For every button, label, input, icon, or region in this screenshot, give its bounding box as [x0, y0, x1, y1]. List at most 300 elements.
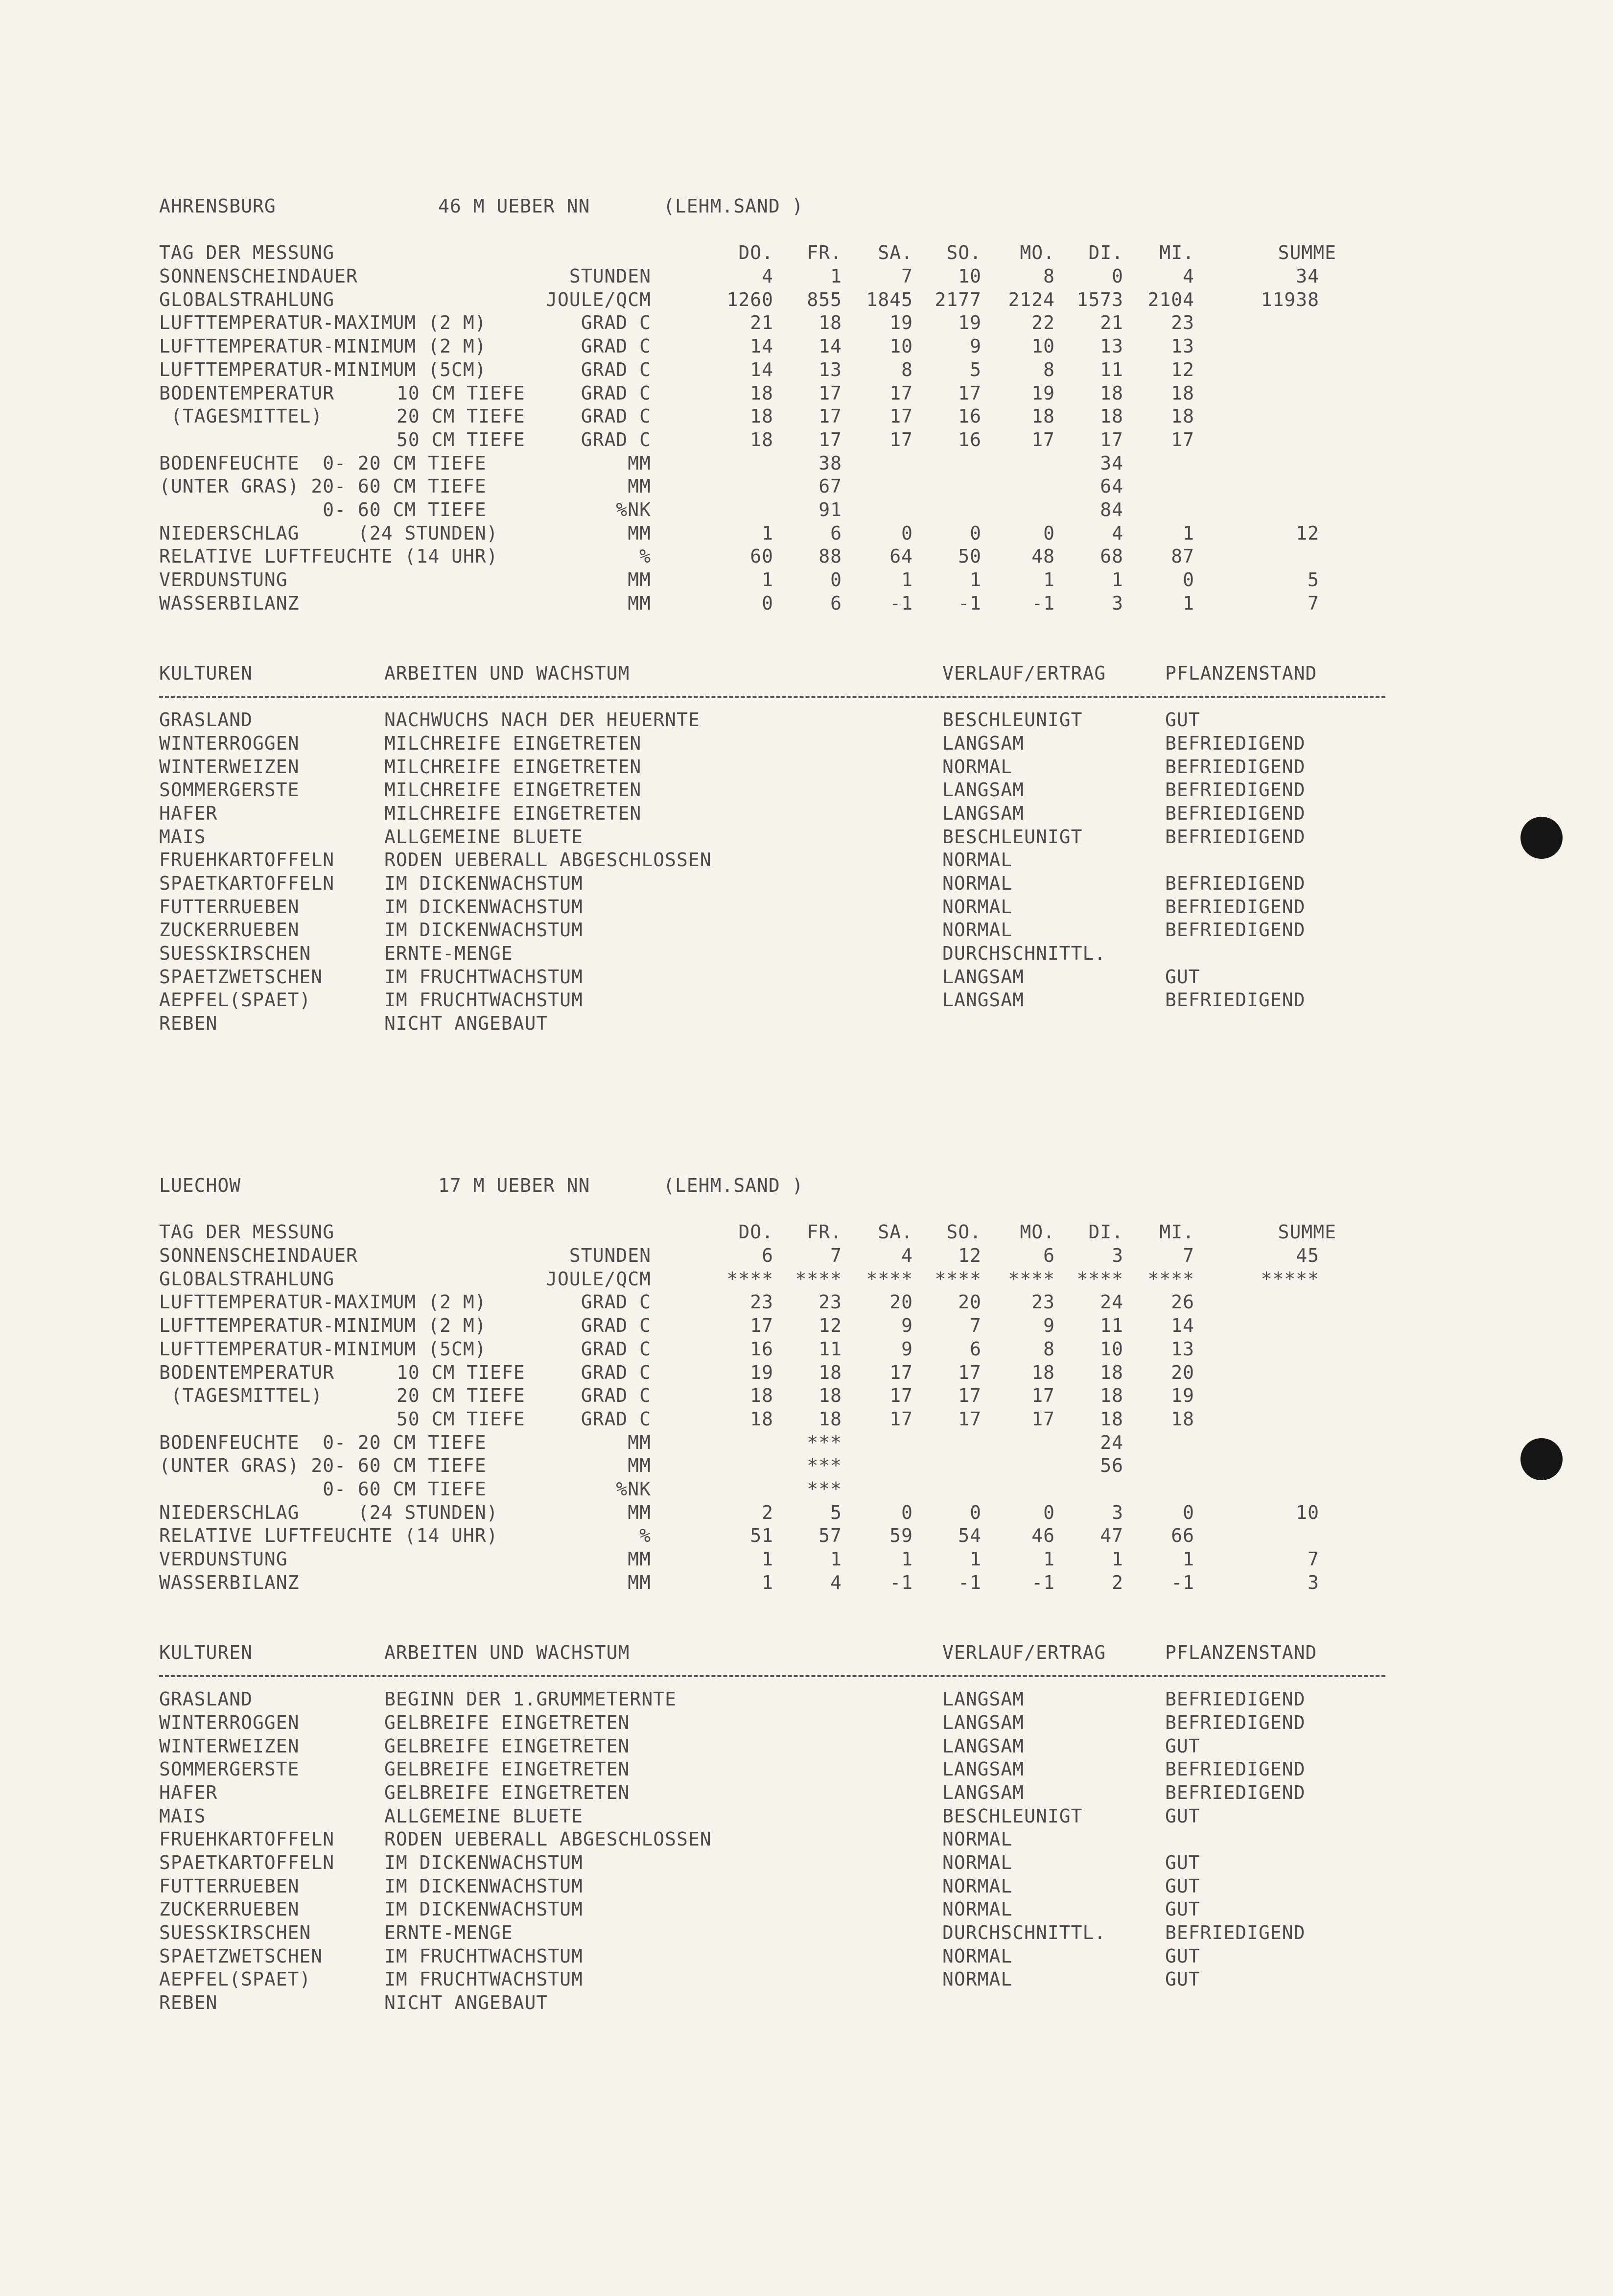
measurement-unit: MM: [628, 452, 651, 474]
measurement-unit: GRAD C: [581, 405, 651, 427]
crop-cell: WINTERROGGEN: [159, 732, 300, 754]
measurement-value: 13: [1171, 335, 1194, 357]
crop-cell: ZUCKERRUEBEN: [159, 1898, 300, 1920]
measurement-value: 17: [889, 1361, 913, 1383]
measurement-value: 8: [1043, 1338, 1055, 1360]
measurement-value: 17: [1100, 428, 1123, 450]
measurement-row: [159, 382, 1403, 405]
crop-cell: REBEN: [159, 1013, 218, 1035]
day-header: SA.: [878, 242, 913, 264]
crop-row: [159, 919, 1403, 942]
measurement-value: ***: [807, 1455, 842, 1477]
crop-cell: IM DICKENWACHSTUM: [384, 1898, 583, 1920]
crop-row: [159, 709, 1403, 732]
crop-cell: NORMAL: [942, 1945, 1013, 1967]
measurement-label: GLOBALSTRAHLUNG: [159, 288, 335, 310]
crops-column-header: VERLAUF/ERTRAG: [942, 1641, 1106, 1663]
crop-row: [159, 1012, 1403, 1036]
measurement-label: LUFTTEMPERATUR-MINIMUM (2 M): [159, 335, 487, 357]
measurement-value: 17: [889, 1408, 913, 1430]
measurement-value: 6: [830, 522, 842, 544]
crop-cell: NORMAL: [942, 1898, 1013, 1920]
measurement-value: 18: [818, 312, 842, 334]
crop-row: [159, 1828, 1403, 1851]
station-altitude: 17 M UEBER NN: [438, 1175, 590, 1196]
measurement-value: 0: [1112, 265, 1123, 287]
measurement-unit: JOULE/QCM: [546, 288, 651, 310]
measurement-value: 2104: [1147, 288, 1194, 310]
measurement-value: -1: [1031, 592, 1055, 614]
measurement-value: 1: [830, 1548, 842, 1570]
crop-cell: SPAETKARTOFFELN: [159, 872, 335, 894]
measurement-row: [159, 265, 1403, 288]
measurement-row: [159, 545, 1403, 568]
measurement-value: 4: [1112, 522, 1123, 544]
crop-cell: DURCHSCHNITTL.: [942, 943, 1106, 964]
crop-cell: ALLGEMEINE BLUETE: [384, 826, 583, 848]
measurement-label: GLOBALSTRAHLUNG: [159, 1268, 335, 1290]
measurement-value: 4: [762, 265, 773, 287]
crop-cell: HAFER: [159, 802, 218, 824]
crop-cell: WINTERWEIZEN: [159, 756, 300, 778]
crop-cell: WINTERWEIZEN: [159, 1735, 300, 1757]
days-label: TAG DER MESSUNG: [159, 242, 335, 264]
measurement-value: 1: [1043, 569, 1055, 591]
measurement-value: 47: [1100, 1525, 1123, 1547]
measurement-depth: 20 CM TIEFE: [397, 1385, 525, 1407]
spacer: [159, 218, 1403, 242]
crop-cell: IM DICKENWACHSTUM: [384, 896, 583, 918]
crops-header: [159, 1641, 1403, 1665]
crop-cell: IM DICKENWACHSTUM: [384, 1875, 583, 1897]
crop-row: [159, 966, 1403, 989]
crop-cell: REBEN: [159, 1992, 218, 2014]
measurement-sum: 10: [1296, 1501, 1319, 1523]
crop-cell: GUT: [1165, 709, 1200, 731]
crops-column-header: ARBEITEN UND WACHSTUM: [384, 1641, 630, 1663]
measurement-value: 9: [1043, 1315, 1055, 1337]
measurement-value: ****: [795, 1268, 842, 1290]
measurement-sum: 7: [1308, 592, 1319, 614]
crop-row: [159, 849, 1403, 872]
measurement-value: 13: [1171, 1338, 1194, 1360]
measurement-value: 3: [1112, 1245, 1123, 1267]
measurement-value: 17: [818, 428, 842, 450]
measurement-value: ****: [866, 1268, 913, 1290]
measurement-value: 14: [750, 335, 773, 357]
measurement-value: 9: [970, 335, 982, 357]
measurement-row: [159, 1501, 1403, 1525]
measurement-value: 18: [750, 382, 773, 404]
measurement-row: [159, 568, 1403, 592]
crop-cell: LANGSAM: [942, 966, 1025, 988]
measurement-value: 17: [750, 1315, 773, 1337]
spacer: [159, 639, 1403, 662]
measurement-unit: GRAD C: [581, 1338, 651, 1360]
crops-header: [159, 662, 1403, 686]
crop-cell: LANGSAM: [942, 1758, 1025, 1780]
crop-cell: NORMAL: [942, 1828, 1013, 1850]
measurement-row: [159, 1478, 1403, 1501]
day-header: FR.: [807, 242, 842, 264]
measurement-label: LUFTTEMPERATUR-MINIMUM (5CM): [159, 358, 487, 380]
crops-column-header: ARBEITEN UND WACHSTUM: [384, 662, 630, 684]
measurement-row: [159, 592, 1403, 615]
measurement-value: 4: [830, 1571, 842, 1593]
measurement-value: 14: [1171, 1315, 1194, 1337]
measurement-row: [159, 311, 1403, 335]
crop-cell: GUT: [1165, 1735, 1200, 1757]
measurement-value: 20: [958, 1291, 982, 1313]
measurement-value: 84: [1100, 498, 1123, 521]
crop-cell: BEFRIEDIGEND: [1165, 989, 1306, 1011]
crops-column-header: KULTUREN: [159, 662, 253, 684]
crop-row: [159, 942, 1403, 966]
measurement-value: 7: [830, 1245, 842, 1267]
measurement-value: 1: [1112, 569, 1123, 591]
measurement-value: 1: [970, 569, 982, 591]
measurement-value: 17: [958, 1408, 982, 1430]
crop-cell: ZUCKERRUEBEN: [159, 919, 300, 941]
crop-row: [159, 756, 1403, 779]
measurement-label: SONNENSCHEINDAUER: [159, 265, 358, 287]
measurement-label: LUFTTEMPERATUR-MINIMUM (5CM): [159, 1338, 487, 1360]
measurement-value: 54: [958, 1525, 982, 1547]
crop-cell: IM FRUCHTWACHSTUM: [384, 966, 583, 988]
crop-row: [159, 1945, 1403, 1968]
measurement-value: 13: [818, 358, 842, 380]
measurement-value: 2124: [1008, 288, 1055, 310]
measurement-row: [159, 1524, 1403, 1548]
spacer: [159, 615, 1403, 639]
measurement-value: 1260: [726, 288, 773, 310]
measurement-value: 17: [958, 1385, 982, 1407]
measurement-unit: %NK: [616, 1478, 651, 1500]
measurement-value: 4: [901, 1245, 913, 1267]
crop-cell: BEFRIEDIGEND: [1165, 1781, 1306, 1803]
station-soil: (LEHM.SAND ): [663, 1175, 804, 1196]
measurement-value: 46: [1031, 1525, 1055, 1547]
measurement-value: 1573: [1076, 288, 1123, 310]
measurement-label: LUFTTEMPERATUR-MINIMUM (2 M): [159, 1315, 487, 1337]
measurement-label: LUFTTEMPERATUR-MAXIMUM (2 M): [159, 1291, 487, 1313]
crop-cell: IM FRUCHTWACHSTUM: [384, 1945, 583, 1967]
crop-cell: LANGSAM: [942, 1735, 1025, 1757]
day-header: SO.: [946, 242, 982, 264]
measurement-depth: 50 CM TIEFE: [397, 1408, 525, 1430]
crop-cell: BEFRIEDIGEND: [1165, 1758, 1306, 1780]
crop-cell: LANGSAM: [942, 732, 1025, 754]
crop-row: [159, 989, 1403, 1012]
measurement-value: 23: [750, 1291, 773, 1313]
crop-cell: SPAETKARTOFFELN: [159, 1851, 335, 1873]
measurement-depth: 50 CM TIEFE: [397, 428, 525, 450]
measurement-unit: MM: [628, 1455, 651, 1477]
station-altitude: 46 M UEBER NN: [438, 195, 590, 217]
measurement-value: 1: [901, 1548, 913, 1570]
measurement-value: 0: [1183, 569, 1194, 591]
measurement-value: 19: [1031, 382, 1055, 404]
crop-cell: BEFRIEDIGEND: [1165, 779, 1306, 801]
measurement-value: 10: [889, 335, 913, 357]
crop-cell: FUTTERRUEBEN: [159, 896, 300, 918]
measurement-label: NIEDERSCHLAG (24 STUNDEN): [159, 1501, 498, 1523]
measurement-unit: MM: [628, 1501, 651, 1523]
station-header: [159, 1174, 1403, 1198]
measurement-value: 0: [970, 522, 982, 544]
measurement-label: (UNTER GRAS) 20- 60 CM TIEFE: [159, 1455, 487, 1477]
measurement-unit: GRAD C: [581, 382, 651, 404]
crop-cell: BEFRIEDIGEND: [1165, 732, 1306, 754]
crop-cell: BEFRIEDIGEND: [1165, 872, 1306, 894]
measurement-value: 1: [1183, 522, 1194, 544]
measurement-value: 16: [958, 428, 982, 450]
measurement-value: 91: [818, 498, 842, 521]
crop-cell: SOMMERGERSTE: [159, 779, 300, 801]
measurement-label: WASSERBILANZ: [159, 1571, 300, 1593]
measurement-value: 0: [1183, 1501, 1194, 1523]
measurement-value: 17: [1031, 1385, 1055, 1407]
measurement-value: 9: [901, 1338, 913, 1360]
measurement-value: 9: [901, 1315, 913, 1337]
crop-cell: MILCHREIFE EINGETRETEN: [384, 732, 642, 754]
measurement-value: 13: [1100, 335, 1123, 357]
measurement-sum: 12: [1296, 522, 1319, 544]
measurement-value: 17: [889, 428, 913, 450]
punch-hole-icon: [1520, 817, 1563, 859]
day-header: MO.: [1020, 1221, 1055, 1243]
measurement-row: [159, 1548, 1403, 1571]
measurement-value: 24: [1100, 1291, 1123, 1313]
day-header: DI.: [1088, 242, 1123, 264]
measurement-depth: 20 CM TIEFE: [397, 405, 525, 427]
measurement-value: 17: [958, 1361, 982, 1383]
measurement-sum: 34: [1296, 265, 1319, 287]
measurement-unit: GRAD C: [581, 1315, 651, 1337]
crop-cell: BEFRIEDIGEND: [1165, 1922, 1306, 1943]
measurement-value: 1: [762, 1548, 773, 1570]
measurement-sum: 7: [1308, 1548, 1319, 1570]
crop-cell: NORMAL: [942, 1875, 1013, 1897]
measurement-value: 18: [818, 1385, 842, 1407]
measurement-label: 0- 60 CM TIEFE: [159, 498, 487, 521]
measurement-row: [159, 452, 1403, 475]
measurement-value: 24: [1100, 1431, 1123, 1453]
measurement-value: -1: [1031, 1571, 1055, 1593]
station-header: [159, 195, 1403, 218]
crop-cell: FRUEHKARTOFFELN: [159, 1828, 335, 1850]
crop-cell: GELBREIFE EINGETRETEN: [384, 1758, 630, 1780]
measurement-value: 59: [889, 1525, 913, 1547]
crop-cell: BEFRIEDIGEND: [1165, 896, 1306, 918]
crop-row: [159, 1711, 1403, 1735]
measurement-label: BODENFEUCHTE 0- 20 CM TIEFE: [159, 1431, 487, 1453]
measurement-unit: MM: [628, 569, 651, 591]
crop-row: [159, 1968, 1403, 1991]
measurement-unit: %: [639, 1525, 651, 1547]
measurement-unit: STUNDEN: [569, 265, 651, 287]
crop-cell: AEPFEL(SPAET): [159, 1968, 311, 1990]
crop-cell: GELBREIFE EINGETRETEN: [384, 1735, 630, 1757]
crop-cell: MILCHREIFE EINGETRETEN: [384, 779, 642, 801]
measurement-value: -1: [889, 592, 913, 614]
measurement-value: 26: [1171, 1291, 1194, 1313]
measurement-unit: GRAD C: [581, 335, 651, 357]
crop-cell: SPAETZWETSCHEN: [159, 1945, 323, 1967]
crop-cell: NORMAL: [942, 1851, 1013, 1873]
crop-row: [159, 779, 1403, 802]
crop-cell: GELBREIFE EINGETRETEN: [384, 1711, 630, 1733]
measurement-unit: GRAD C: [581, 1385, 651, 1407]
measurement-value: 21: [750, 312, 773, 334]
measurement-value: 4: [1183, 265, 1194, 287]
measurement-value: 19: [750, 1361, 773, 1383]
crop-cell: NICHT ANGEBAUT: [384, 1013, 548, 1035]
crop-cell: BEFRIEDIGEND: [1165, 802, 1306, 824]
measurement-row: [159, 1244, 1403, 1268]
measurement-value: 17: [818, 405, 842, 427]
dashed-divider: [159, 685, 1403, 709]
crop-row: [159, 732, 1403, 756]
measurement-value: 6: [762, 1245, 773, 1267]
measurement-value: ****: [935, 1268, 982, 1290]
measurement-depth: 10 CM TIEFE: [397, 382, 525, 404]
crop-cell: NICHT ANGEBAUT: [384, 1992, 548, 2014]
measurement-value: 18: [1171, 405, 1194, 427]
measurement-value: 7: [1183, 1245, 1194, 1267]
day-header: FR.: [807, 1221, 842, 1243]
measurement-value: 0: [1043, 1501, 1055, 1523]
measurement-unit: GRAD C: [581, 358, 651, 380]
crop-row: [159, 1781, 1403, 1805]
measurement-row: [159, 288, 1403, 312]
measurement-row: [159, 1268, 1403, 1291]
measurement-value: 7: [970, 1315, 982, 1337]
crop-cell: NORMAL: [942, 919, 1013, 941]
crop-row: [159, 1921, 1403, 1945]
measurement-value: ****: [726, 1268, 773, 1290]
crop-cell: GUT: [1165, 1945, 1200, 1967]
crop-cell: BEGINN DER 1.GRUMMETERNTE: [384, 1688, 677, 1710]
sum-header: SUMME: [1278, 242, 1336, 264]
measurement-sum: 5: [1308, 569, 1319, 591]
crops-column-header: KULTUREN: [159, 1641, 253, 1663]
measurement-value: 18: [750, 428, 773, 450]
measurement-value: 18: [1100, 382, 1123, 404]
measurement-row: [159, 1454, 1403, 1478]
measurement-unit: GRAD C: [581, 1291, 651, 1313]
punch-hole-icon: [1520, 1438, 1563, 1480]
measurement-days-header: [159, 1221, 1403, 1244]
measurement-value: 23: [818, 1291, 842, 1313]
measurement-row: [159, 1384, 1403, 1408]
crop-cell: FRUEHKARTOFFELN: [159, 849, 335, 871]
measurement-value: 1: [762, 1571, 773, 1593]
measurement-sum: 11938: [1261, 288, 1319, 310]
measurement-value: 22: [1031, 312, 1055, 334]
crop-cell: RODEN UEBERALL ABGESCHLOSSEN: [384, 1828, 712, 1850]
crop-cell: NORMAL: [942, 849, 1013, 871]
crop-cell: GELBREIFE EINGETRETEN: [384, 1781, 630, 1803]
crop-cell: MAIS: [159, 826, 206, 848]
measurement-value: 2: [1112, 1571, 1123, 1593]
measurement-unit: GRAD C: [581, 312, 651, 334]
measurement-label: BODENTEMPERATUR: [159, 1361, 335, 1383]
measurement-value: 2177: [935, 288, 982, 310]
crop-cell: MILCHREIFE EINGETRETEN: [384, 802, 642, 824]
measurement-value: 20: [889, 1291, 913, 1313]
measurement-value: 68: [1100, 545, 1123, 568]
measurement-value: 855: [807, 288, 842, 310]
measurement-label: VERDUNSTUNG: [159, 569, 288, 591]
crop-row: [159, 1688, 1403, 1711]
measurement-value: 17: [889, 382, 913, 404]
station-name: LUECHOW: [159, 1175, 241, 1196]
measurement-value: 64: [889, 545, 913, 568]
measurement-value: 0: [901, 1501, 913, 1523]
measurement-row: [159, 358, 1403, 382]
measurement-days-header: [159, 241, 1403, 265]
crop-cell: GUT: [1165, 1805, 1200, 1827]
spacer: [159, 1594, 1403, 1618]
measurement-label: (UNTER GRAS) 20- 60 CM TIEFE: [159, 475, 487, 497]
day-header: MI.: [1159, 1221, 1194, 1243]
measurement-label: NIEDERSCHLAG (24 STUNDEN): [159, 522, 498, 544]
measurement-value: 3: [1112, 1501, 1123, 1523]
measurement-value: 67: [818, 475, 842, 497]
measurement-value: 6: [1043, 1245, 1055, 1267]
crop-row: [159, 1758, 1403, 1781]
measurement-value: -1: [1171, 1571, 1194, 1593]
measurement-value: 66: [1171, 1525, 1194, 1547]
crop-cell: BESCHLEUNIGT: [942, 709, 1083, 731]
measurement-row: [159, 475, 1403, 498]
measurement-value: 12: [1171, 358, 1194, 380]
measurement-value: 0: [762, 592, 773, 614]
crop-cell: IM FRUCHTWACHSTUM: [384, 1968, 583, 1990]
measurement-value: 1: [1043, 1548, 1055, 1570]
measurement-unit: GRAD C: [581, 1361, 651, 1383]
days-label: TAG DER MESSUNG: [159, 1221, 335, 1243]
measurement-value: 1: [762, 522, 773, 544]
spacer: [159, 1198, 1403, 1221]
measurement-unit: GRAD C: [581, 428, 651, 450]
crop-cell: IM DICKENWACHSTUM: [384, 919, 583, 941]
measurement-value: 60: [750, 545, 773, 568]
measurement-value: 23: [1031, 1291, 1055, 1313]
measurement-value: 38: [818, 452, 842, 474]
measurement-unit: MM: [628, 522, 651, 544]
measurement-value: 17: [1171, 428, 1194, 450]
measurement-value: ***: [807, 1431, 842, 1453]
measurement-sum: 45: [1296, 1245, 1319, 1267]
measurement-value: 1: [830, 265, 842, 287]
measurement-value: 1: [762, 569, 773, 591]
measurement-value: 20: [1171, 1361, 1194, 1383]
measurement-value: 18: [750, 405, 773, 427]
measurement-unit: %NK: [616, 498, 651, 521]
day-header: MI.: [1159, 242, 1194, 264]
crop-cell: LANGSAM: [942, 802, 1025, 824]
measurement-value: 18: [750, 1408, 773, 1430]
measurement-row: [159, 1314, 1403, 1338]
measurement-unit: MM: [628, 592, 651, 614]
crop-cell: SPAETZWETSCHEN: [159, 966, 323, 988]
measurement-value: 17: [1031, 428, 1055, 450]
crop-cell: NORMAL: [942, 756, 1013, 778]
measurement-value: ****: [1008, 1268, 1055, 1290]
measurement-value: 87: [1171, 545, 1194, 568]
